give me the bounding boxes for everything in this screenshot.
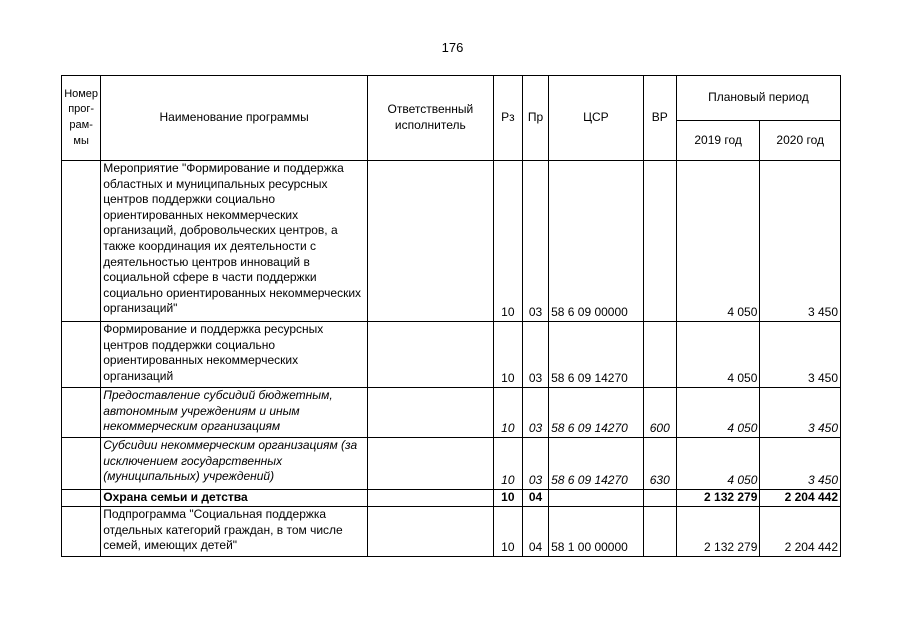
- header-vr: ВР: [643, 76, 676, 161]
- program-number-cell: [62, 490, 101, 507]
- amount-2019-cell: 4 050: [676, 161, 760, 322]
- amount-2019-cell: 4 050: [676, 438, 760, 490]
- page-number: 176: [441, 40, 464, 55]
- vr-cell: [643, 161, 676, 322]
- vr-cell: 630: [643, 438, 676, 490]
- pr-cell: 03: [522, 388, 548, 438]
- executor-cell: [367, 388, 493, 438]
- rz-cell: 10: [493, 161, 522, 322]
- header-program-number: Номер прог-рам-мы: [62, 76, 101, 161]
- table-row: [62, 388, 841, 438]
- program-name-cell: Формирование и поддержка ресурсных центров поддержки социально ориентированных некоммерческих организаций: [101, 322, 368, 388]
- csr-cell: 58 6 09 14270: [549, 388, 644, 438]
- rz-cell: 10: [493, 322, 522, 388]
- csr-cell: 58 1 00 00000: [549, 507, 644, 557]
- program-name-cell: Охрана семьи и детства: [101, 490, 368, 507]
- pr-cell: 04: [522, 507, 548, 557]
- program-name-cell: Субсидии некоммерческим организациям (за исключением государственных (муниципальных) учреждений): [101, 438, 368, 490]
- header-year-2019: 2019 год: [676, 121, 760, 161]
- vr-cell: [643, 490, 676, 507]
- vr-cell: [643, 507, 676, 557]
- pr-cell: 03: [522, 438, 548, 490]
- program-name-cell: Предоставление субсидий бюджетным, автономным учреждениям и иным некоммерческим организациям: [101, 388, 368, 438]
- header-program-name: Наименование программы: [101, 76, 368, 161]
- amount-2020-cell: 2 204 442: [760, 490, 841, 507]
- program-number-cell: [62, 388, 101, 438]
- executor-cell: [367, 438, 493, 490]
- header-csr: ЦСР: [549, 76, 644, 161]
- program-number-cell: [62, 161, 101, 322]
- rz-cell: 10: [493, 438, 522, 490]
- pr-cell: 03: [522, 322, 548, 388]
- header-planned-period: Плановый период: [676, 76, 840, 121]
- vr-cell: [643, 322, 676, 388]
- amount-2020-cell: 2 204 442: [760, 507, 841, 557]
- header-pr: Пр: [522, 76, 548, 161]
- executor-cell: [367, 507, 493, 557]
- amount-2020-cell: 3 450: [760, 322, 841, 388]
- amount-2019-cell: 4 050: [676, 322, 760, 388]
- csr-cell: [549, 490, 644, 507]
- csr-cell: 58 6 09 00000: [549, 161, 644, 322]
- rz-cell: 10: [493, 507, 522, 557]
- rz-cell: 10: [493, 490, 522, 507]
- table-row: [62, 161, 841, 322]
- vr-cell: 600: [643, 388, 676, 438]
- table-row: [62, 490, 841, 507]
- amount-2020-cell: 3 450: [760, 438, 841, 490]
- program-name-cell: Мероприятие "Формирование и поддержка областных и муниципальных ресурсных центров поддержки социально ориентированных некоммерческих организаций, добровольческих центров, а также координация их деятельности с деятельностью центров инноваций в социальной сфере в части поддержки социально ориентированных некоммерческих организаций": [101, 161, 368, 322]
- amount-2019-cell: 2 132 279: [676, 507, 760, 557]
- table-row: [62, 322, 841, 388]
- pr-cell: 03: [522, 161, 548, 322]
- program-number-cell: [62, 322, 101, 388]
- amount-2020-cell: 3 450: [760, 161, 841, 322]
- program-number-cell: [62, 507, 101, 557]
- amount-2020-cell: 3 450: [760, 388, 841, 438]
- executor-cell: [367, 322, 493, 388]
- amount-2019-cell: 4 050: [676, 388, 760, 438]
- amount-2019-cell: 2 132 279: [676, 490, 760, 507]
- csr-cell: 58 6 09 14270: [549, 322, 644, 388]
- table-row: [62, 438, 841, 490]
- executor-cell: [367, 490, 493, 507]
- executor-cell: [367, 161, 493, 322]
- program-name-cell: Подпрограмма "Социальная поддержка отдельных категорий граждан, в том числе семей, имеющих детей": [101, 507, 368, 557]
- program-number-cell: [62, 438, 101, 490]
- header-executor: Ответственный исполнитель: [367, 76, 493, 161]
- table-row: [62, 507, 841, 557]
- pr-cell: 04: [522, 490, 548, 507]
- csr-cell: 58 6 09 14270: [549, 438, 644, 490]
- rz-cell: 10: [493, 388, 522, 438]
- header-year-2020: 2020 год: [760, 121, 841, 161]
- header-rz: Рз: [493, 76, 522, 161]
- budget-table: [61, 75, 841, 557]
